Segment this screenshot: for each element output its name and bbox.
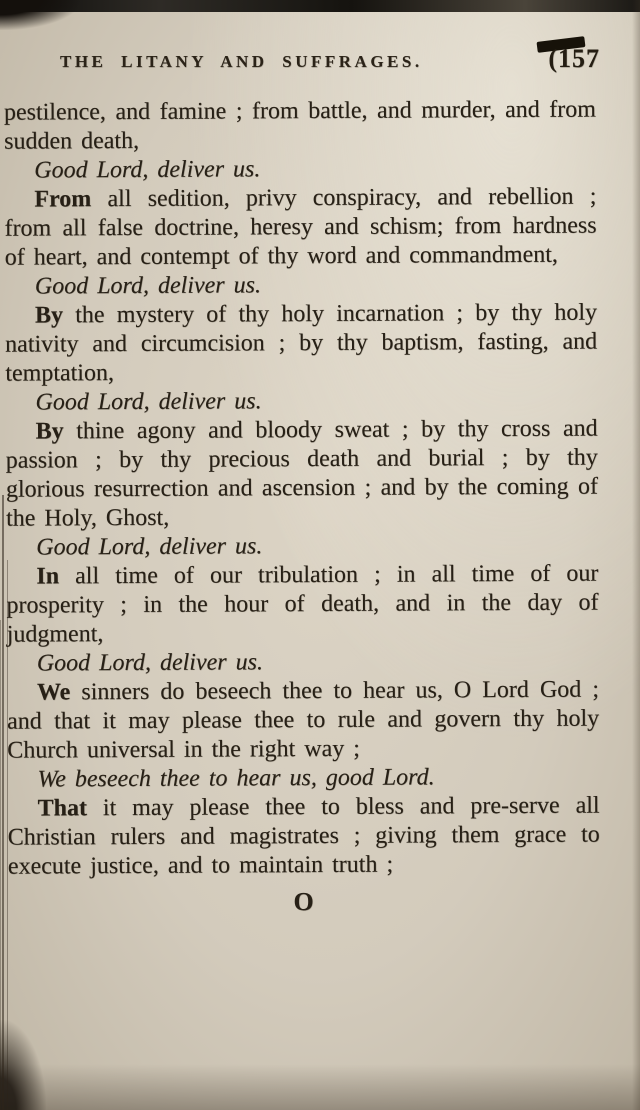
petition-text: the mystery of thy holy incarnation ; by thy holy nativity and circumcision ; by thy baptism, fasting, and temptation, — [5, 299, 598, 387]
litany-petition — [4, 96, 596, 157]
scan-corner-smudge-top-left — [0, 0, 80, 30]
response-text: Good Lord, deliver us. — [36, 649, 263, 677]
litany-response — [4, 154, 596, 186]
petition-lead-word: From — [34, 186, 92, 213]
petition-text: sinners do beseech thee to hear us, O Lord God ; and that it may please thee to rule and govern thy holy Church universal in the right way ; — [7, 676, 600, 764]
page-header — [0, 44, 640, 74]
litany-petition — [8, 792, 600, 882]
petition-text: pestilence, and famine ; from battle, and murder, and from sudden death, — [3, 96, 596, 155]
litany-petition — [6, 415, 599, 534]
litany-response — [6, 531, 598, 563]
petition-lead-word: We — [36, 679, 71, 706]
page-number: (157 — [548, 44, 600, 73]
response-text: Good Lord, deliver us. — [34, 156, 261, 184]
response-text: Good Lord, deliver us. — [35, 388, 262, 416]
litany-petition — [7, 676, 599, 766]
petition-text: it may please thee to bless and pre-serve all Christian rulers and magistrates ; giving them grace to execute justice, and to maintain truth ; — [7, 792, 600, 880]
petition-lead-word: That — [37, 795, 88, 822]
response-text: Good Lord, deliver us. — [36, 533, 263, 561]
petition-text: thine agony and bloody sweat ; by thy cross and passion ; by thy precious death and burial ; by thy glorious resurrection and ascension ; and by the coming of the Holy, Ghost, — [5, 415, 598, 532]
response-text: We beseech thee to hear us, good Lord. — [37, 764, 435, 793]
signature-mark: O — [293, 887, 315, 917]
litany-petition — [6, 560, 598, 650]
litany-response — [7, 763, 599, 795]
litany-petition — [5, 299, 597, 389]
petition-lead-word: By — [34, 302, 64, 329]
litany-response — [5, 270, 597, 302]
response-text: Good Lord, deliver us. — [34, 272, 262, 300]
petition-text: all time of our tribulation ; in all time of our prosperity ; in the hour of death, and in the day of judgment, — [6, 560, 599, 648]
petition-lead-word: In — [36, 563, 60, 590]
litany-response — [5, 386, 597, 418]
petition-lead-word: By — [35, 418, 64, 445]
petition-text: all sedition, privy conspiracy, and rebellion ; from all false doctrine, heresy and schism; from hardness of heart, and contempt of thy word and commandment, — [4, 183, 597, 271]
scan-top-edge — [0, 0, 640, 12]
litany-text-block — [0, 95, 640, 917]
running-title: THE LITANY AND SUFFRAGES. — [60, 52, 423, 71]
scan-bottom-edge — [0, 1064, 640, 1110]
litany-petition — [4, 183, 596, 273]
litany-response — [7, 647, 599, 679]
